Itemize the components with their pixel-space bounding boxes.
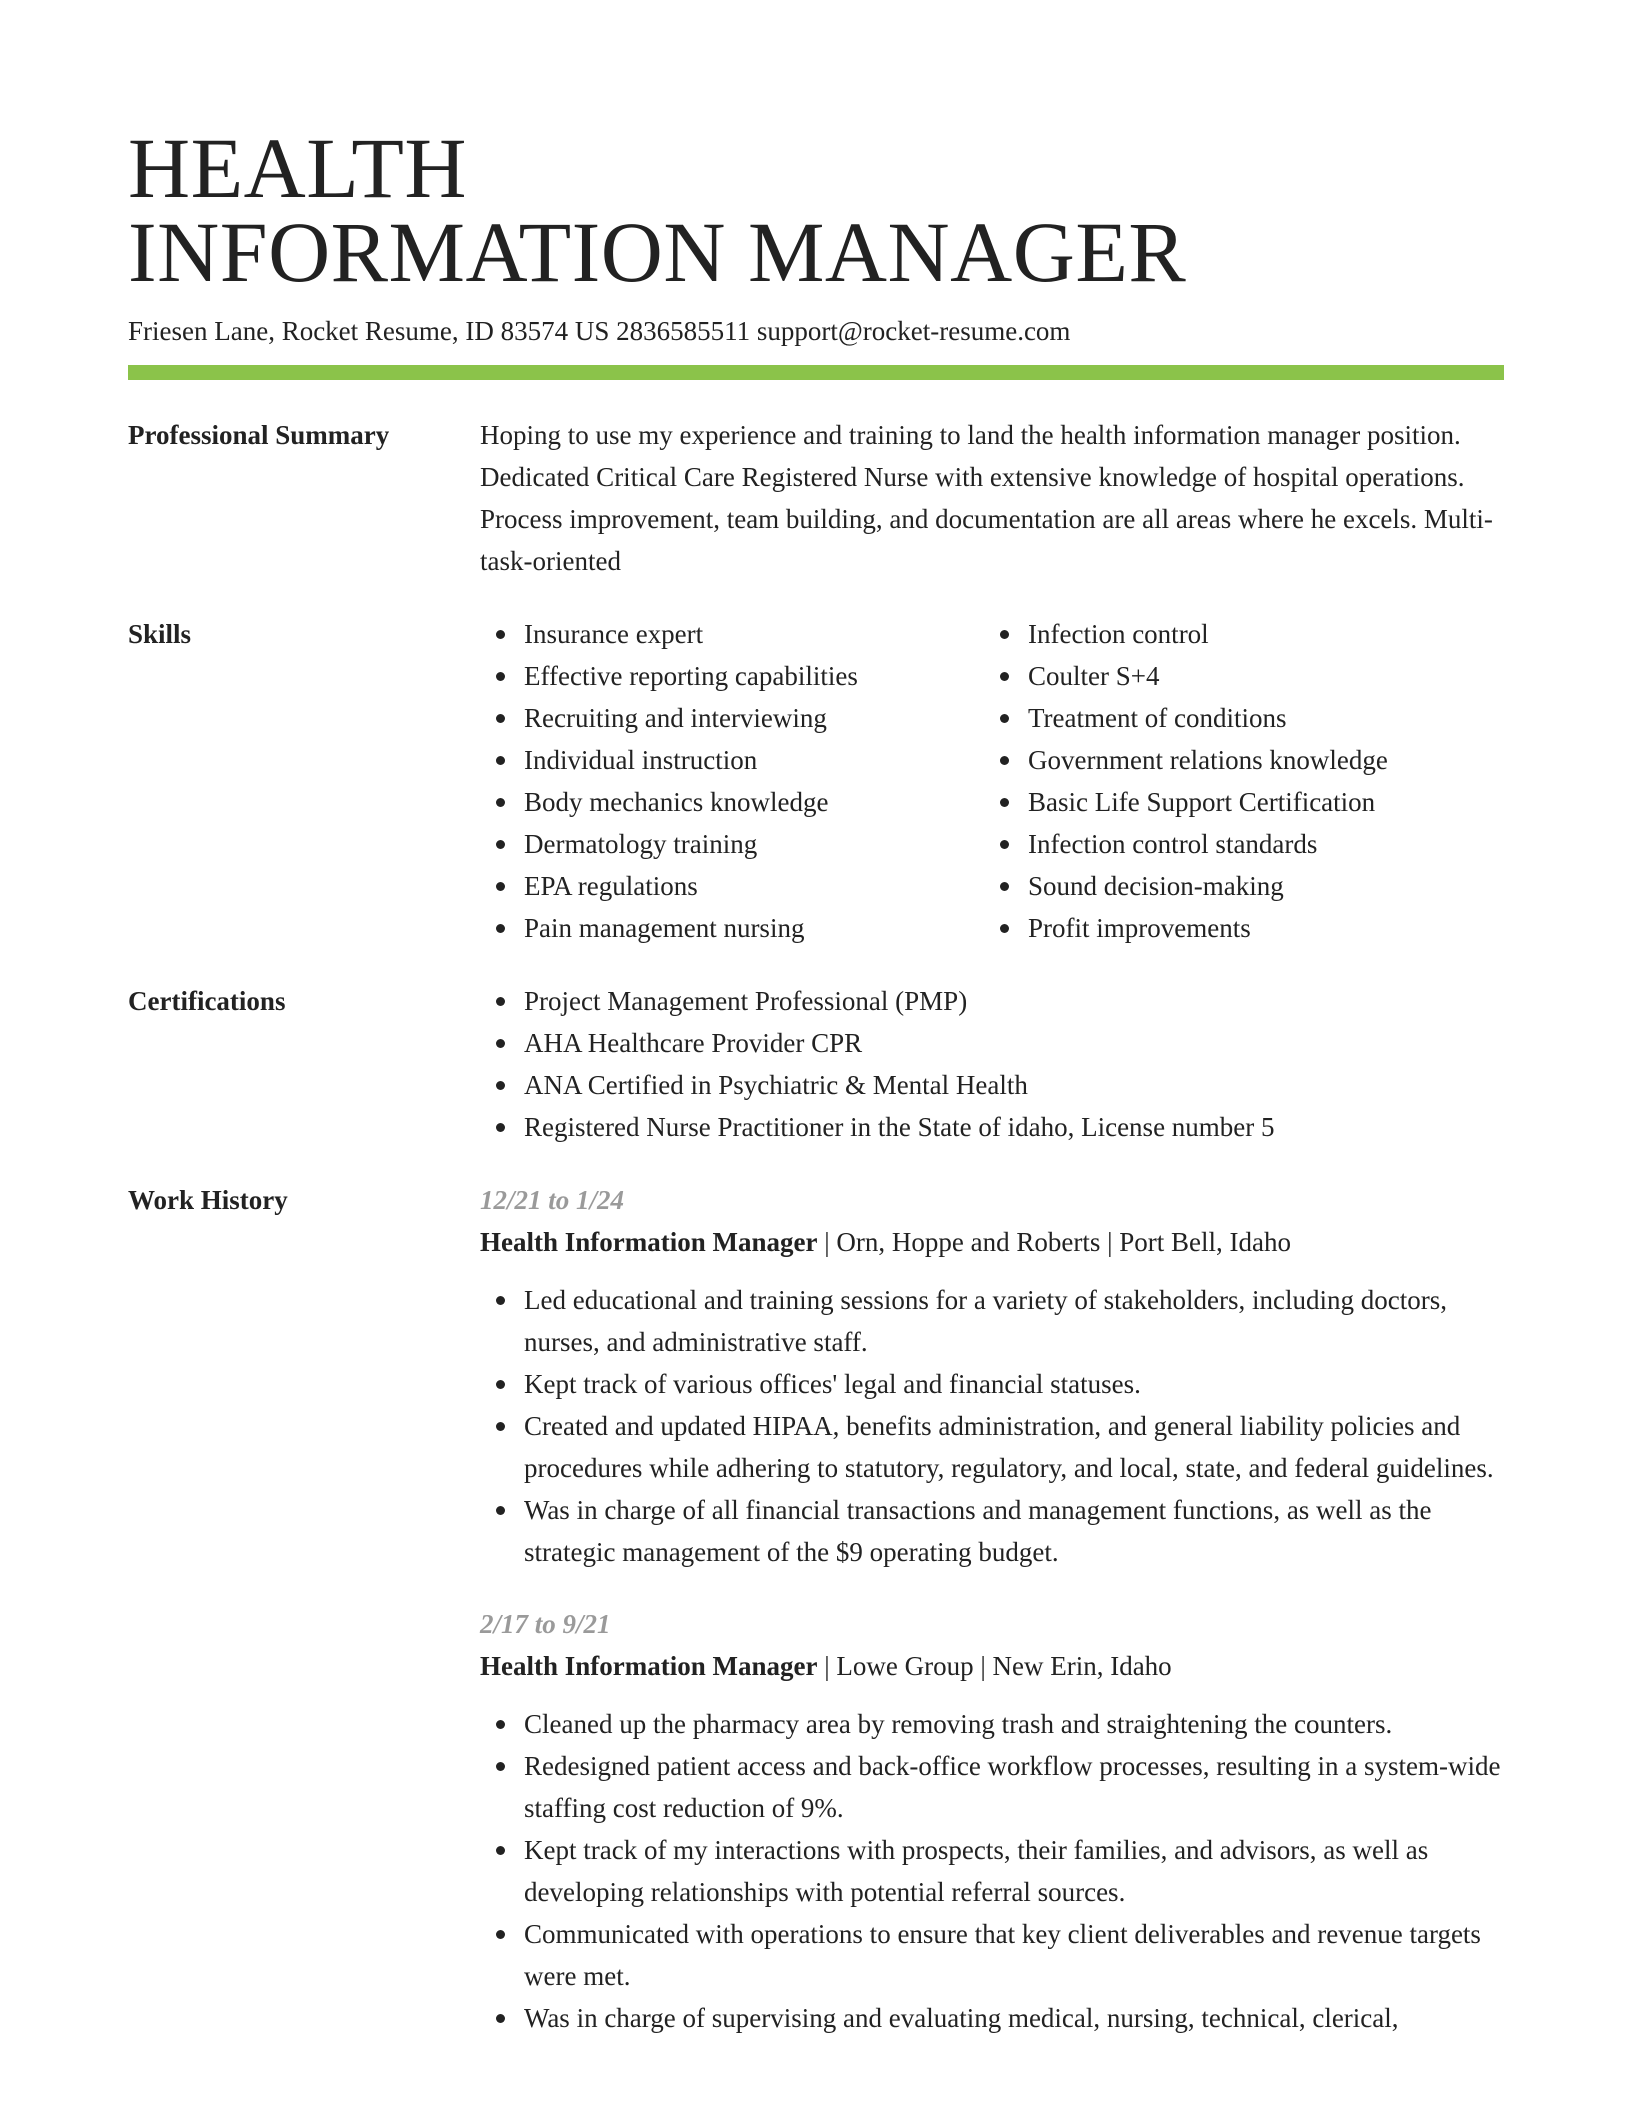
resume-page xyxy=(128,120,1504,2039)
section-label-summary: Professional Summary xyxy=(128,420,390,450)
skill-item: Treatment of conditions xyxy=(1028,697,1488,739)
skill-item: Recruiting and interviewing xyxy=(524,697,984,739)
job-details: | Lowe Group | New Erin, Idaho xyxy=(817,1651,1172,1681)
contact-info: Friesen Lane, Rocket Resume, ID 83574 US 2836585511 support@rocket-resume.com xyxy=(128,316,1071,346)
skill-item: Basic Life Support Certification xyxy=(1028,781,1488,823)
skill-item: Pain management nursing xyxy=(524,907,984,949)
job-bullet: Kept track of various offices' legal and financial statuses. xyxy=(524,1363,1504,1405)
skill-item: Coulter S+4 xyxy=(1028,655,1488,697)
job-bullet: Created and updated HIPAA, benefits administration, and general liability policies and procedures while adhering to statutory, regulatory, and local, state, and federal guidelines. xyxy=(524,1405,1504,1489)
skill-item: Insurance expert xyxy=(524,613,984,655)
job-bullet: Was in charge of all financial transactions and management functions, as well as the strategic management of the $9 operating budget. xyxy=(524,1489,1504,1573)
certification-item: Project Management Professional (PMP) xyxy=(524,980,1504,1022)
skill-item: Individual instruction xyxy=(524,739,984,781)
section-certifications xyxy=(128,980,1504,1148)
job-bullet: Was in charge of supervising and evaluating medical, nursing, technical, clerical, xyxy=(524,1997,1504,2039)
job-bullets xyxy=(480,1279,1504,1573)
section-label-skills: Skills xyxy=(128,619,192,649)
job-dates: 2/17 to 9/21 xyxy=(480,1609,611,1639)
skill-item: Effective reporting capabilities xyxy=(524,655,984,697)
job-bullet: Kept track of my interactions with prospects, their families, and advisors, as well as developing relationships with potential referral sources. xyxy=(524,1829,1504,1913)
skills-column-1 xyxy=(480,613,984,949)
job-bullets xyxy=(480,1703,1504,2039)
skill-item: Dermatology training xyxy=(524,823,984,865)
title-line-2: INFORMATION MANAGER xyxy=(128,204,1187,300)
section-skills xyxy=(128,613,1504,949)
skill-item: Infection control standards xyxy=(1028,823,1488,865)
skill-item: Government relations knowledge xyxy=(1028,739,1488,781)
job-title: Health Information Manager xyxy=(480,1227,818,1257)
job-bullet: Led educational and training sessions for a variety of stakeholders, including doctors, nurses, and administrative staff. xyxy=(524,1279,1504,1363)
job-entry xyxy=(480,1179,1504,1573)
job-bullet: Cleaned up the pharmacy area by removing trash and straightening the counters. xyxy=(524,1703,1504,1745)
resume-title xyxy=(128,120,1504,300)
section-label-certifications: Certifications xyxy=(128,986,286,1016)
job-entry xyxy=(480,1603,1504,2039)
skill-item: Profit improvements xyxy=(1028,907,1488,949)
skill-item: Sound decision-making xyxy=(1028,865,1488,907)
certifications-list xyxy=(480,980,1504,1148)
title-line-1: HEALTH xyxy=(128,120,468,216)
skill-item: EPA regulations xyxy=(524,865,984,907)
job-heading xyxy=(480,1221,1504,1263)
skill-item: Body mechanics knowledge xyxy=(524,781,984,823)
certifications-body xyxy=(480,980,1504,1148)
job-heading xyxy=(480,1645,1504,1687)
work-history-body xyxy=(480,1179,1504,2039)
skills-grid xyxy=(480,613,1504,949)
skills-column-2 xyxy=(984,613,1488,949)
section-work-history xyxy=(128,1179,1504,2039)
certification-item: Registered Nurse Practitioner in the State of idaho, License number 5 xyxy=(524,1106,1504,1148)
section-professional-summary xyxy=(128,414,1504,582)
section-label-work-history: Work History xyxy=(128,1185,288,1215)
job-dates: 12/21 to 1/24 xyxy=(480,1185,625,1215)
skill-item: Infection control xyxy=(1028,613,1488,655)
accent-divider xyxy=(128,365,1504,380)
certification-item: AHA Healthcare Provider CPR xyxy=(524,1022,1504,1064)
job-bullet: Communicated with operations to ensure that key client deliverables and revenue targets were met. xyxy=(524,1913,1504,1997)
job-bullet: Redesigned patient access and back-office workflow processes, resulting in a system-wide staffing cost reduction of 9%. xyxy=(524,1745,1504,1829)
job-title: Health Information Manager xyxy=(480,1651,818,1681)
summary-text: Hoping to use my experience and training to land the health information manager position. Dedicated Critical Care Registered Nurse with extensive knowledge of hospital operations. Process improvement, team building, and documentation are all areas where he excels. Multi-task-oriented xyxy=(480,420,1493,576)
certification-item: ANA Certified in Psychiatric & Mental Health xyxy=(524,1064,1504,1106)
job-details: | Orn, Hoppe and Roberts | Port Bell, Idaho xyxy=(817,1227,1291,1257)
